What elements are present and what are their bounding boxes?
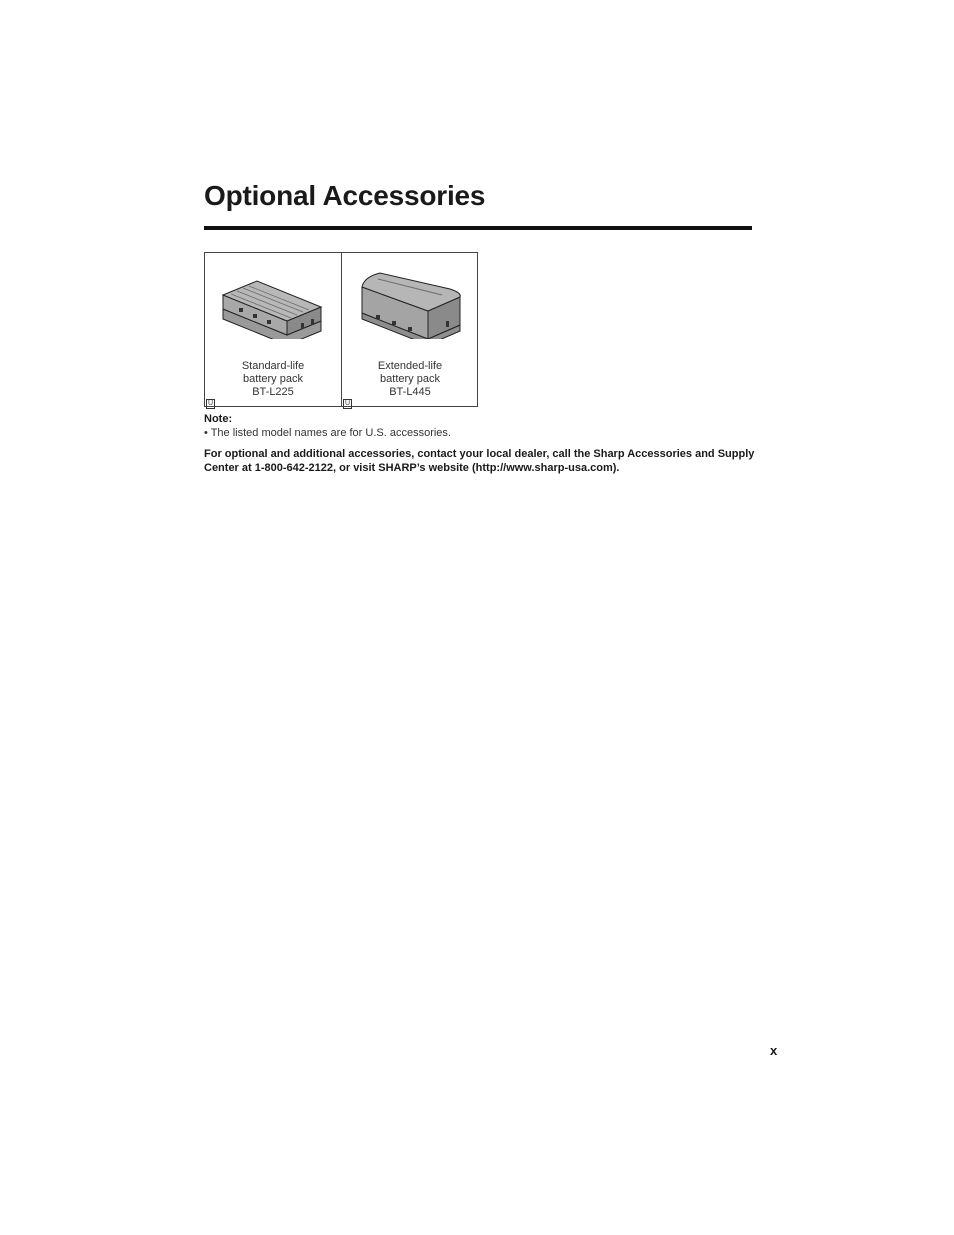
accessory-model-line — [205, 386, 341, 409]
accessory-model: BT-L225 — [252, 386, 294, 398]
accessories-table — [204, 252, 478, 407]
standard-battery-icon — [217, 269, 331, 339]
accessory-caption — [205, 360, 341, 409]
accessory-model: BT-L445 — [389, 386, 431, 398]
note-item: • The listed model names are for U.S. accessories. — [204, 427, 451, 439]
accessory-line2: battery pack — [380, 373, 440, 385]
accessory-caption — [342, 360, 478, 409]
accessory-item-standard — [205, 253, 341, 406]
note-label: Note: — [204, 413, 233, 425]
title-rule — [204, 226, 752, 230]
accessory-item-extended — [341, 253, 477, 406]
accessory-line1: Extended-life — [377, 360, 443, 372]
accessory-line1: Standard-life — [241, 360, 305, 372]
extended-battery-icon — [354, 269, 468, 339]
us-model-mark: U — [344, 400, 351, 407]
accessory-line2: battery pack — [243, 373, 303, 385]
accessory-model-line — [342, 386, 478, 409]
contact-paragraph: For optional and additional accessories, contact your local dealer, call the Sharp Accessories and Supply Center at 1-800-642-2122, or visit SHARP’s website (http://www.sharp-usa.com). — [204, 448, 755, 474]
page-title: Optional Accessories — [204, 180, 486, 211]
page-number: x — [770, 1043, 778, 1058]
us-model-mark: U — [207, 400, 214, 407]
